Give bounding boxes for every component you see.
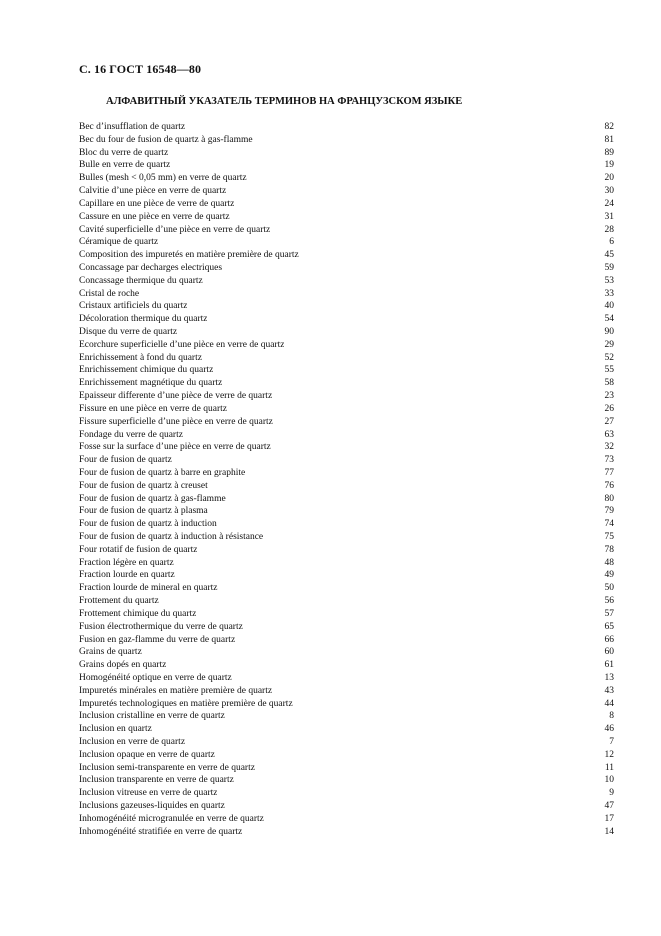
entry-term: Cristal de roche xyxy=(79,288,140,299)
index-entry xyxy=(79,544,614,557)
entry-term: Fusion en gaz-flamme du verre de quartz xyxy=(79,634,236,645)
index-entry xyxy=(79,313,614,326)
entry-term: Céramique de quartz xyxy=(79,237,159,248)
entry-number: 50 xyxy=(604,583,614,594)
entry-number: 20 xyxy=(604,173,614,184)
entry-number: 89 xyxy=(604,147,614,158)
index-entry xyxy=(79,826,614,839)
entry-term: Four de fusion de quartz à induction xyxy=(79,519,217,530)
entry-term: Four de fusion de quartz à plasma xyxy=(79,506,208,517)
entry-term: Bloc du verre de quartz xyxy=(79,147,169,158)
index-entry xyxy=(79,429,614,442)
entry-number: 7 xyxy=(609,737,614,747)
entry-term: Inclusion cristalline en verre de quartz xyxy=(79,711,225,722)
entry-number: 54 xyxy=(604,314,614,325)
entry-number: 31 xyxy=(604,211,614,222)
index-entry xyxy=(79,288,614,301)
index-entry xyxy=(79,634,614,647)
entry-term: Cassure en une pièce en verre de quartz xyxy=(79,211,230,222)
entry-number: 58 xyxy=(604,378,614,389)
entry-number: 45 xyxy=(604,250,614,261)
entry-number: 53 xyxy=(604,275,614,286)
index-entry xyxy=(79,262,614,275)
entry-number: 19 xyxy=(604,160,614,171)
entry-number: 59 xyxy=(604,262,614,273)
index-entry xyxy=(79,300,614,313)
entry-number: 28 xyxy=(604,224,614,235)
index-entry xyxy=(79,762,614,775)
index-entry xyxy=(79,698,614,711)
entry-number: 66 xyxy=(604,634,614,645)
entry-term: Inhomogénéité microgranulée en verre de quartz xyxy=(79,813,264,824)
index-entry xyxy=(79,121,614,134)
entry-number: 65 xyxy=(604,621,614,632)
index-entry xyxy=(79,493,614,506)
entry-term: Four de fusion de quartz à creuset xyxy=(79,480,208,491)
index-entry xyxy=(79,518,614,531)
entry-term: Four de fusion de quartz à induction à résistance xyxy=(79,532,264,542)
entry-term: Enrichissement à fond du quartz xyxy=(79,352,202,363)
entry-number: 32 xyxy=(604,442,614,453)
entry-term: Fissure en une pièce en verre de quartz xyxy=(79,403,227,414)
entry-term: Fraction légère en quartz xyxy=(79,557,174,568)
entry-number: 43 xyxy=(604,685,614,696)
index-entry xyxy=(79,582,614,595)
entry-number: 63 xyxy=(604,429,614,440)
index-entry xyxy=(79,736,614,749)
term-index-list xyxy=(79,121,614,839)
entry-number: 90 xyxy=(604,327,614,337)
entry-number: 79 xyxy=(604,506,614,517)
entry-number: 52 xyxy=(604,352,614,363)
entry-number: 24 xyxy=(604,198,614,209)
entry-number: 33 xyxy=(604,288,614,299)
index-entry xyxy=(79,134,614,147)
entry-term: Bulles (mesh < 0,05 mm) en verre de quartz xyxy=(79,173,247,184)
entry-term: Frottement du quartz xyxy=(79,596,159,607)
entry-number: 30 xyxy=(604,186,614,197)
entry-number: 49 xyxy=(604,570,614,581)
entry-number: 47 xyxy=(604,801,614,812)
entry-number: 40 xyxy=(604,301,614,312)
entry-term: Grains de quartz xyxy=(79,647,142,658)
index-entry xyxy=(79,557,614,570)
entry-term: Frottement chimique du quartz xyxy=(79,608,197,619)
index-entry xyxy=(79,441,614,454)
index-entry xyxy=(79,749,614,762)
entry-number: 10 xyxy=(604,775,614,786)
index-entry xyxy=(79,569,614,582)
entry-term: Bec du four de fusion de quartz à gas-flamme xyxy=(79,134,253,145)
entry-number: 14 xyxy=(604,826,614,837)
index-entry xyxy=(79,774,614,787)
index-entry xyxy=(79,224,614,237)
index-entry xyxy=(79,685,614,698)
entry-number: 6 xyxy=(609,237,614,248)
entry-term: Enrichissement chimique du quartz xyxy=(79,365,214,376)
entry-number: 80 xyxy=(604,493,614,504)
entry-term: Fondage du verre de quartz xyxy=(79,429,183,440)
entry-term: Composition des impuretés en matière première de quartz xyxy=(79,250,299,261)
entry-term: Four de fusion de quartz à barre en graphite xyxy=(79,467,246,478)
entry-term: Four rotatif de fusion de quartz xyxy=(79,544,198,555)
entry-term: Inclusion vitreuse en verre de quartz xyxy=(79,788,218,799)
index-entry xyxy=(79,621,614,634)
entry-term: Fraction lourde en quartz xyxy=(79,570,175,581)
entry-number: 75 xyxy=(604,532,614,542)
index-entry xyxy=(79,236,614,249)
entry-number: 27 xyxy=(604,416,614,427)
entry-number: 78 xyxy=(604,544,614,555)
entry-number: 12 xyxy=(604,749,614,760)
index-entry xyxy=(79,172,614,185)
index-title: АЛФАВИТНЫЙ УКАЗАТЕЛЬ ТЕРМИНОВ НА ФРАНЦУЗСКОМ ЯЗЫКЕ xyxy=(106,96,463,107)
entry-term: Epaisseur differente d’une pièce de verre de quartz xyxy=(79,391,273,402)
entry-number: 56 xyxy=(604,596,614,607)
index-entry xyxy=(79,646,614,659)
index-entry xyxy=(79,659,614,672)
entry-number: 8 xyxy=(609,711,614,722)
entry-number: 57 xyxy=(604,608,614,619)
entry-number: 55 xyxy=(604,365,614,376)
index-entry xyxy=(79,467,614,480)
entry-term: Inclusion en quartz xyxy=(79,724,152,735)
entry-number: 44 xyxy=(604,698,614,709)
index-entry xyxy=(79,710,614,723)
entry-term: Four de fusion de quartz à gas-flamme xyxy=(79,493,226,504)
entry-term: Calvitie d’une pièce en verre de quartz xyxy=(79,186,227,197)
index-entry xyxy=(79,800,614,813)
index-entry xyxy=(79,147,614,160)
entry-term: Inhomogénéité stratifiée en verre de quartz xyxy=(79,826,243,837)
entry-term: Ecorchure superficielle d’une pièce en verre de quartz xyxy=(79,339,285,350)
index-entry xyxy=(79,787,614,800)
entry-term: Bec d’insufflation de quartz xyxy=(79,122,186,132)
index-entry xyxy=(79,403,614,416)
entry-term: Concassage par decharges electriques xyxy=(79,262,223,273)
entry-term: Décoloration thermique du quartz xyxy=(79,314,208,325)
entry-term: Grains dopés en quartz xyxy=(79,660,167,671)
index-entry xyxy=(79,275,614,288)
entry-number: 26 xyxy=(604,403,614,414)
entry-term: Enrichissement magnétique du quartz xyxy=(79,378,223,389)
index-entry xyxy=(79,339,614,352)
index-entry xyxy=(79,390,614,403)
entry-number: 9 xyxy=(609,788,614,799)
index-entry xyxy=(79,595,614,608)
index-entry xyxy=(79,416,614,429)
entry-term: Fissure superficielle d’une pièce en verre de quartz xyxy=(79,416,273,427)
entry-term: Cavité superficielle d’une pièce en verre de quartz xyxy=(79,224,271,235)
index-entry xyxy=(79,198,614,211)
entry-term: Inclusion semi-transparente en verre de quartz xyxy=(79,762,255,773)
entry-term: Inclusion opaque en verre de quartz xyxy=(79,749,215,760)
page-header: С. 16 ГОСТ 16548—80 xyxy=(79,62,202,76)
entry-number: 61 xyxy=(604,660,614,671)
entry-number: 29 xyxy=(604,339,614,350)
entry-term: Inclusions gazeuses-liquides en quartz xyxy=(79,801,225,812)
entry-number: 77 xyxy=(604,467,614,478)
entry-term: Four de fusion de quartz xyxy=(79,455,172,466)
entry-number: 73 xyxy=(604,455,614,466)
entry-term: Capillare en une pièce de verre de quartz xyxy=(79,198,235,209)
index-entry xyxy=(79,723,614,736)
entry-number: 82 xyxy=(604,122,614,132)
index-entry xyxy=(79,326,614,339)
entry-term: Homogénéité optique en verre de quartz xyxy=(79,672,232,683)
entry-term: Cristaux artificiels du quartz xyxy=(79,301,188,312)
entry-number: 74 xyxy=(604,519,614,530)
entry-term: Inclusion en verre de quartz xyxy=(79,737,186,747)
index-entry xyxy=(79,505,614,518)
index-entry xyxy=(79,249,614,262)
entry-term: Concassage thermique du quartz xyxy=(79,275,203,286)
entry-term: Impuretés technologiques en matière première de quartz xyxy=(79,698,293,709)
entry-number: 46 xyxy=(604,724,614,735)
entry-term: Fusion électrothermique du verre de quartz xyxy=(79,621,243,632)
entry-term: Fosse sur la surface d’une pièce en verre de quartz xyxy=(79,442,271,453)
index-entry xyxy=(79,159,614,172)
entry-term: Disque du verre de quartz xyxy=(79,327,178,337)
entry-number: 48 xyxy=(604,557,614,568)
index-entry xyxy=(79,352,614,365)
index-entry xyxy=(79,813,614,826)
index-entry xyxy=(79,211,614,224)
entry-term: Inclusion transparente en verre de quartz xyxy=(79,775,234,786)
entry-number: 76 xyxy=(604,480,614,491)
entry-number: 60 xyxy=(604,647,614,658)
index-entry xyxy=(79,185,614,198)
index-entry xyxy=(79,608,614,621)
entry-number: 23 xyxy=(604,391,614,402)
index-entry xyxy=(79,377,614,390)
entry-number: 17 xyxy=(604,813,614,824)
entry-number: 13 xyxy=(604,672,614,683)
entry-number: 81 xyxy=(604,134,614,145)
entry-term: Impuretés minérales en matière première de quartz xyxy=(79,685,273,696)
entry-term: Fraction lourde de mineral en quartz xyxy=(79,583,218,594)
index-entry xyxy=(79,672,614,685)
entry-term: Bulle en verre de quartz xyxy=(79,160,171,171)
index-entry xyxy=(79,480,614,493)
entry-number: 11 xyxy=(604,762,614,773)
index-entry xyxy=(79,364,614,377)
index-entry xyxy=(79,531,614,544)
index-entry xyxy=(79,454,614,467)
